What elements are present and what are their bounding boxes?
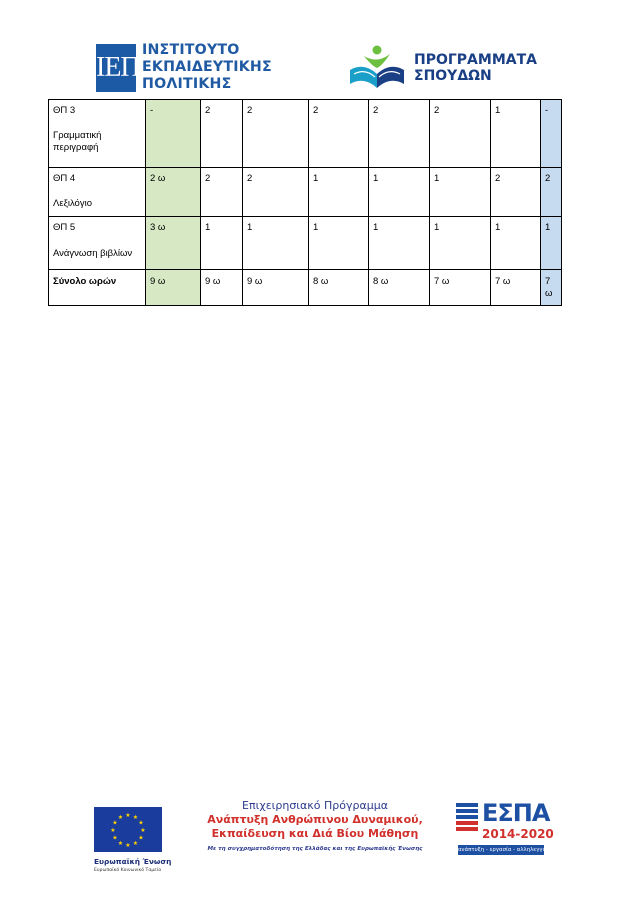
- subject-name: Γραμματική περιγραφή: [53, 130, 102, 153]
- subject-code: ΘΠ 3: [53, 105, 76, 116]
- iep-logo: [96, 42, 282, 94]
- op-title: Επιχειρησιακό Πρόγραμμα: [242, 799, 388, 812]
- open-book-figure-icon: [346, 44, 408, 90]
- table-cell: 2: [243, 168, 309, 217]
- table-cell: 1: [369, 168, 430, 217]
- table-cell: 2: [369, 100, 430, 168]
- total-cell: 8 ω: [369, 270, 430, 306]
- svg-text:★: ★: [117, 840, 124, 847]
- svg-text:★: ★: [132, 840, 139, 847]
- hours-table: [48, 99, 562, 306]
- total-cell: 9 ω: [243, 270, 309, 306]
- op-cofinancing-note: Με τη συγχρηματοδότηση της Ελλάδας και της Ευρωπαϊκής Ένωσης: [207, 846, 423, 852]
- subject-code: ΘΠ 5: [53, 222, 76, 233]
- eu-stars-icon: [94, 807, 162, 852]
- svg-text:★: ★: [117, 814, 124, 821]
- table-cell: 1: [309, 168, 369, 217]
- op-line: Εκπαίδευση και Διά Βίου Μάθηση: [211, 827, 419, 840]
- table-cell: 2: [243, 100, 309, 168]
- table-cell: 1: [243, 217, 309, 270]
- svg-text:★: ★: [112, 819, 118, 827]
- table-cell: 1: [430, 217, 491, 270]
- eu-flag: [94, 807, 162, 852]
- total-cell: 7 ω: [491, 270, 541, 306]
- subject-code: ΘΠ 4: [53, 173, 76, 184]
- total-label: Σύνολο ωρών: [49, 270, 146, 306]
- espa-years: 2014-2020: [482, 827, 554, 841]
- svg-text:★: ★: [132, 814, 139, 821]
- eu-logo: [94, 807, 172, 877]
- table-cell: 1: [369, 217, 430, 270]
- svg-text:★: ★: [112, 834, 118, 842]
- subject-cell: [49, 100, 146, 168]
- svg-text:★: ★: [138, 819, 144, 827]
- table-cell: 1: [309, 217, 369, 270]
- eu-label: Ευρωπαϊκή Ένωση: [94, 857, 172, 866]
- svg-text:★: ★: [125, 812, 131, 819]
- subject-cell: [49, 217, 146, 270]
- table-cell: -: [146, 100, 201, 168]
- table-cell: -: [541, 100, 562, 168]
- espa-slogan: ανάπτυξη - εργασία - αλληλεγγύη: [458, 847, 550, 853]
- total-cell: 7 ω: [430, 270, 491, 306]
- total-row: [49, 270, 562, 306]
- programs-of-study-name: [414, 52, 537, 84]
- table-cell: 3 ω: [146, 217, 201, 270]
- espa-wordmark: ΕΣΠΑ: [482, 799, 550, 827]
- eu-sublabel: Ευρωπαϊκό Κοινωνικό Ταμείο: [94, 868, 162, 873]
- svg-text:★: ★: [140, 827, 146, 834]
- operational-programme-logo: [190, 799, 440, 852]
- table-cell: 2 ω: [146, 168, 201, 217]
- svg-text:★: ★: [110, 827, 116, 834]
- programs-of-study-logo: [346, 44, 546, 90]
- total-cell: 9 ω: [201, 270, 243, 306]
- table-cell: 2: [201, 100, 243, 168]
- iep-name-line: ΕΚΠΑΙΔΕΥΤΙΚΗΣ: [142, 59, 272, 75]
- table-cell: 2: [541, 168, 562, 217]
- table-cell: 1: [491, 217, 541, 270]
- subject-cell: [49, 168, 146, 217]
- svg-text:★: ★: [125, 842, 131, 849]
- total-cell: 9 ω: [146, 270, 201, 306]
- iep-name-line: ΙΝΣΤΙΤΟΥΤΟ: [142, 42, 240, 58]
- table-cell: 2: [201, 168, 243, 217]
- table-cell: 2: [491, 168, 541, 217]
- table-cell: 2: [309, 100, 369, 168]
- iep-name: [142, 42, 272, 93]
- table-cell: 1: [541, 217, 562, 270]
- table-cell: 1: [430, 168, 491, 217]
- table-cell: 2: [430, 100, 491, 168]
- iep-mark: ΙΕΠ: [96, 44, 136, 92]
- table-row: [49, 168, 562, 217]
- table-cell: 1: [201, 217, 243, 270]
- subject-name: Ανάγνωση βιβλίων: [53, 248, 133, 259]
- table-cell: 1: [491, 100, 541, 168]
- subject-name: Λεξιλόγιο: [53, 198, 92, 209]
- programs-name-line: ΣΠΟΥΔΩΝ: [414, 68, 492, 84]
- total-cell: 7 ω: [541, 270, 562, 306]
- iep-name-line: ΠΟΛΙΤΙΚΗΣ: [142, 76, 232, 92]
- total-cell: 8 ω: [309, 270, 369, 306]
- espa-logo: [456, 799, 554, 859]
- greek-flag-icon: [456, 803, 478, 831]
- table-row: [49, 217, 562, 270]
- programs-name-line: ΠΡΟΓΡΑΜΜΑΤΑ: [414, 52, 537, 68]
- op-line: Ανάπτυξη Ανθρώπινου Δυναμικού,: [207, 813, 423, 826]
- svg-text:★: ★: [138, 834, 144, 842]
- table-row: [49, 100, 562, 168]
